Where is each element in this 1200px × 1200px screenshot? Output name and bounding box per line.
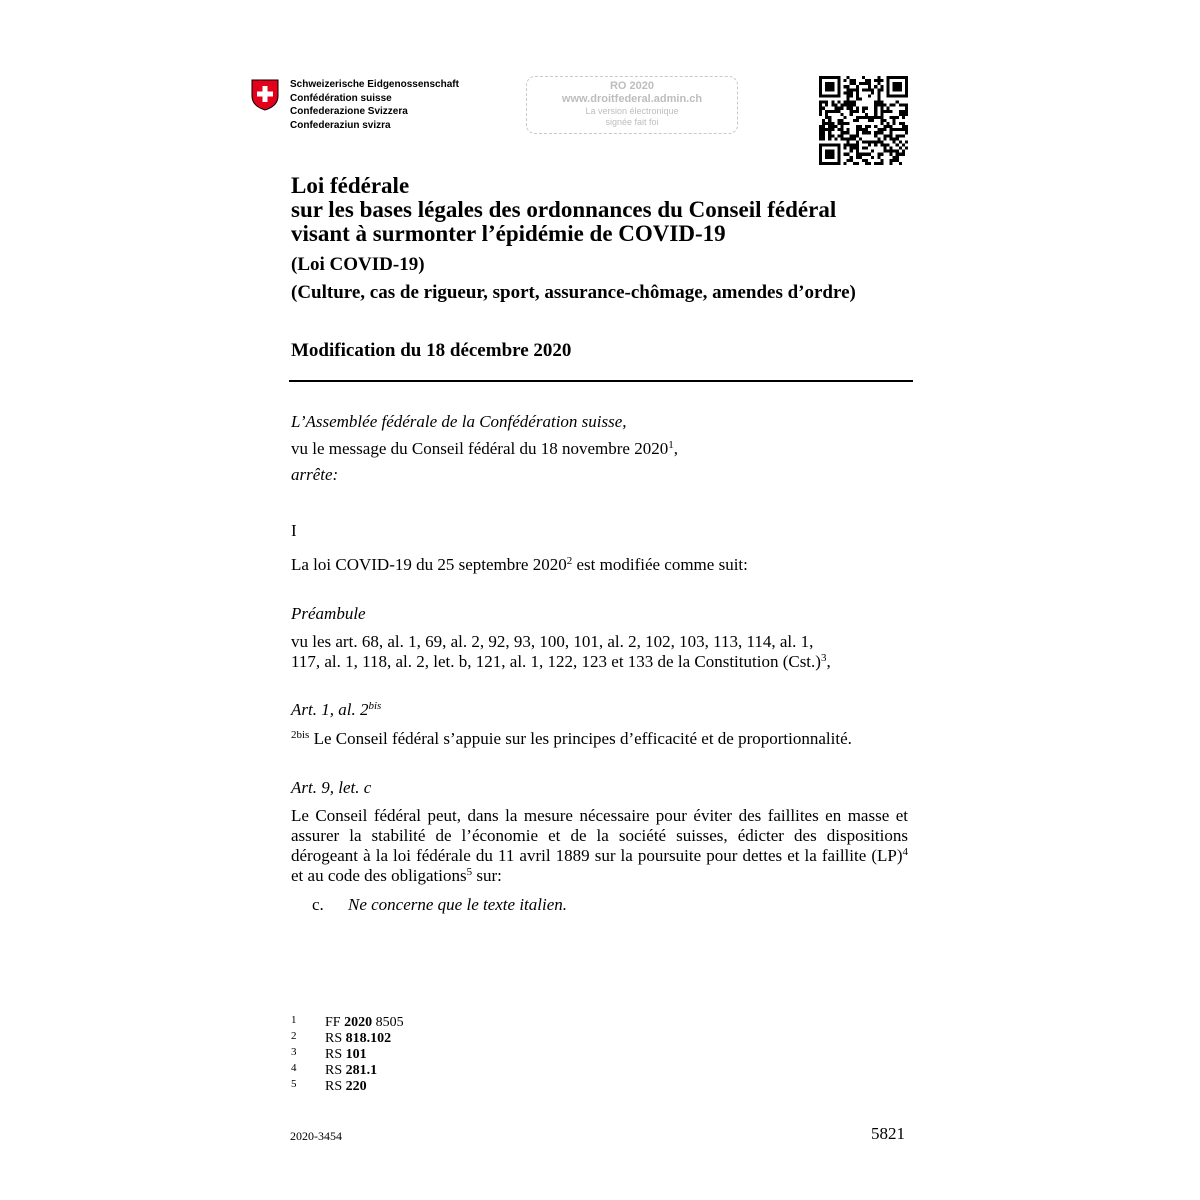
footnote-number: 3 [291,1046,297,1058]
footnote-bold: 281.1 [345,1063,378,1078]
title-divider [289,380,913,382]
stamp-note-1: La version électronique [585,106,679,116]
preamble-line-2-end: , [826,652,831,671]
footnote-ref-2: 2 [566,555,573,567]
preamble-line-1: vu les art. 68, al. 1, 69, al. 2, 92, 93, 100, 101, al. 2, 102, 103, 113, 114, al. 1, [291,632,814,651]
message-end: , [673,439,678,458]
article-1-heading [291,700,381,720]
article-9-body-2: et au code des obligations [291,866,467,885]
official-publication-stamp [526,76,738,134]
document-number: 2020-3454 [290,1129,342,1143]
title-line-3: visant à surmonter l’épidémie de COVID-19 [291,221,726,246]
footnote-ref-1: 1 [668,439,674,451]
footnote-number: 5 [291,1078,297,1090]
article-9-heading: Art. 9, let. c [291,778,372,797]
confederation-name-de: Schweizerische Eidgenossenschaft [290,79,459,90]
article-1-body: Le Conseil fédéral s’appuie sur les principes d’efficacité et de proportionnalité. [309,729,852,748]
article-1-text [291,729,852,749]
footnote-prefix: RS [325,1063,346,1078]
qr-code-icon [819,76,908,165]
section-number: I [291,521,297,540]
confederation-name-fr: Confédération suisse [290,92,392,104]
preamble-line-2-text: 117, al. 1, 118, al. 2, let. b, 121, al. 1, 122, 123 et 133 de la Constitution (Cst.) [291,652,821,671]
article-9-body-3: sur: [472,866,502,885]
assembly-line: L’Assemblée fédérale de la Confédération suisse, [291,412,627,431]
footnote-ref-5: 5 [466,866,473,878]
page-number: 5821 [871,1124,905,1143]
title-scope: (Culture, cas de rigueur, sport, assurance-chômage, amendes d’ordre) [291,282,856,303]
paragraph-number: 2bis [291,729,310,741]
amendment-intro-end: est modifiée comme suit: [572,555,748,574]
footnote-bold: 818.102 [345,1031,392,1046]
preamble-heading: Préambule [291,604,366,623]
preamble-line-2 [291,652,831,672]
short-title: (Loi COVID-19) [291,254,425,275]
footnote-suffix: 8505 [372,1015,404,1030]
title-line-1: Loi fédérale [291,173,410,198]
confederation-name-it: Confederazione Svizzera [290,106,408,117]
footnote-ref-3: 3 [820,652,827,664]
message-line [291,439,678,459]
article-1-heading-sup: bis [368,700,382,712]
footnote-bold: 2020 [344,1015,373,1030]
article-9-body-1: Le Conseil fédéral peut, dans la mesure nécessaire pour éviter des faillites en masse et assurer la stabilité de l’économie et de la société suisses, édicter des dispositions dérogeant à la loi fédérale du 11 avril 1889 sur la poursuite pour dettes et la faillite (LP) [291,806,908,865]
stamp-url: www.droitfederal.admin.ch [561,93,703,105]
amendment-intro [291,555,748,575]
footnote-number: 4 [291,1062,297,1074]
footnote-bold: 220 [345,1079,367,1094]
amendment-intro-text: La loi COVID-19 du 25 septembre 2020 [291,555,567,574]
footnote-bold: 101 [345,1047,367,1062]
article-9-letter-text: Ne concerne que le texte italien. [348,895,568,914]
article-1-heading-text: Art. 1, al. 2 [291,700,369,719]
stamp-ro-number: RO 2020 [609,80,655,92]
swiss-cross-shield-icon [251,79,279,111]
footnote-ref-4: 4 [902,846,908,858]
footnote-number: 2 [291,1030,297,1042]
article-9-text [291,806,908,886]
message-text: vu le message du Conseil fédéral du 18 novembre 2020 [291,439,669,458]
article-9-letter: c. [312,895,324,914]
decree-line: arrête: [291,465,339,484]
footnote-prefix: RS [325,1047,346,1062]
title-line-2: sur les bases légales des ordonnances du Conseil fédéral [291,197,837,222]
stamp-note-2: signée fait foi [605,117,659,127]
footnote-number: 1 [291,1014,297,1026]
footnote-prefix: FF [325,1015,345,1030]
footnote-prefix: RS [325,1031,346,1046]
confederation-names [290,78,459,132]
footnote-prefix: RS [325,1079,346,1094]
confederation-name-rm: Confederaziun svizra [290,119,391,131]
modification-date: Modification du 18 décembre 2020 [291,340,572,361]
